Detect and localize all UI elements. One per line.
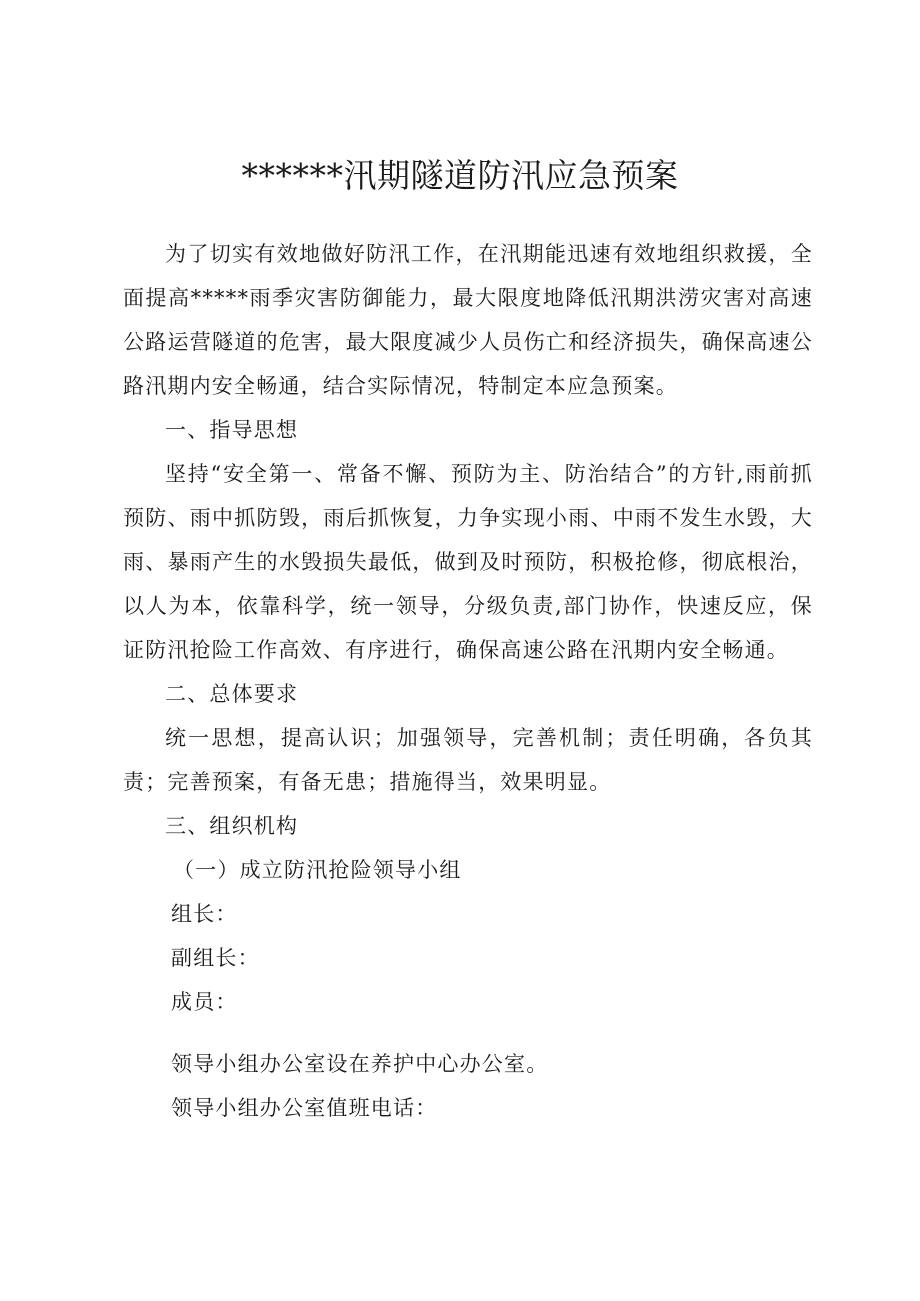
subsection-heading-leading-group: （一）成立防汛抢险领导小组 [173, 858, 462, 882]
office-location-line: 领导小组办公室设在养护中心办公室。 [171, 1052, 549, 1076]
members-line: 成员： [171, 990, 238, 1014]
spacer [123, 1024, 813, 1042]
section-heading-guiding-ideology: 一、指导思想 [165, 418, 299, 442]
deputy-leader-line: 副组长： [171, 946, 260, 970]
general-requirements-paragraph: 统一思想，提高认识；加强领导，完善机制；责任明确，各负其责；完善预案，有备无患；措施得当，效果明显。 [123, 726, 813, 794]
section-heading-organization: 三、组织机构 [165, 814, 299, 838]
intro-paragraph: 为了切实有效地做好防汛工作，在汛期能迅速有效地组织救援，全面提高*****雨季灾害防御能力，最大限度地降低汛期洪涝灾害对高速公路运营隧道的危害，最大限度减少人员伤亡和经济损失，确保高速公路汛期内安全畅通，结合实际情况，特制定本应急预案。 [123, 242, 813, 398]
document-body [123, 232, 813, 1130]
document-title: ******汛期隧道防汛应急预案 [241, 156, 679, 195]
section-heading-general-requirements: 二、总体要求 [165, 682, 299, 706]
group-leader-line: 组长： [171, 902, 238, 926]
guiding-ideology-paragraph: 坚持“安全第一、常备不懈、预防为主、防治结合”的方针,雨前抓预防、雨中抓防毁，雨后抓恢复，力争实现小雨、中雨不发生水毁，大雨、暴雨产生的水毁损失最低，做到及时预防，积极抢修，彻底根治，以人为本，依靠科学，统一领导，分级负责,部门协作，快速反应，保证防汛抢险工作高效、有序进行，确保高速公路在汛期内安全畅通。 [123, 462, 813, 662]
office-phone-line: 领导小组办公室值班电话： [171, 1096, 438, 1120]
